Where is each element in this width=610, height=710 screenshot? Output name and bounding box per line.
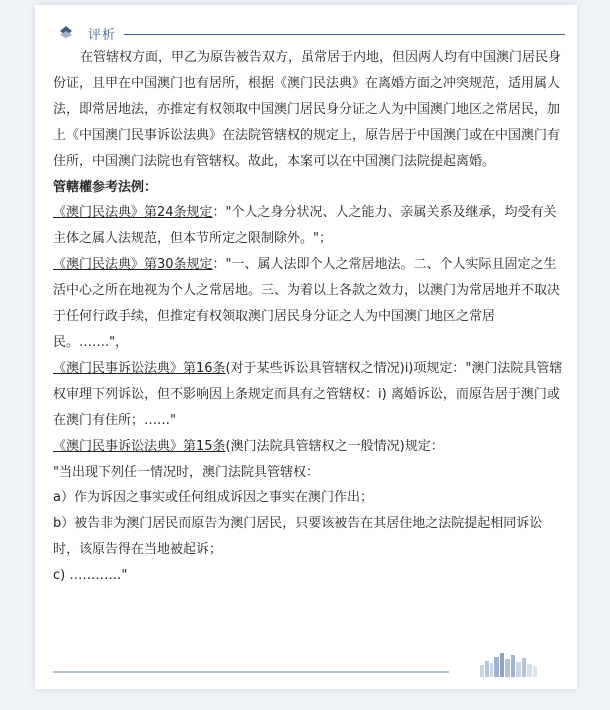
city-skyline-icon [480,651,542,677]
quote-item: a）作为诉因之事实或任何组成诉因之事实在澳门作出； [53,490,373,506]
law-text: ："一、属人法即个人之常居地法。二、个人实际且固定之生活中心之所在地视为个人之常居地。三、为着以上各款之效力，以澳门为常居地并不取决于任何行政手续，但推定有权领取澳门居民身分证之人为中国澳门地区之常居民。……."， [53,257,561,350]
quote-intro: "当出现下列任一情况时，澳门法院具管辖权： [53,464,319,480]
law-text: (对于某些诉讼具管辖权之情况)i)项规定："澳门法院具管辖权审理下列诉讼，但不影响因上条规定而具有之管辖权：i) 离婚诉讼，而原告居于澳门或在澳门有住所；……" [53,360,563,428]
header-divider [124,34,565,35]
law-text: ："个人之身分状况、人之能力、亲属关系及继承，均受有关主体之属人法规范，但本节所定之限制除外。"； [53,205,557,247]
law-reference: 《澳门民事诉讼法典》第16条 [53,360,226,376]
diamond-icon [60,26,72,38]
law-item [53,252,563,356]
law-reference: 《澳门民法典》第24条规定 [53,205,213,221]
document-card [35,5,577,689]
analysis-paragraph: 在管辖权方面，甲乙为原告被告双方，虽常居于内地，但因两人均有中国澳门居民身份证，且甲在中国澳门也有居所，根据《澳门民法典》在离婚方面之冲突规范，适用属人法，即常居地法，亦推定有权领取中国澳门居民身分证之人为中国澳门地区之常居民，加上《中国澳门民事诉讼法典》在法院管辖权的规定上，原告居于中国澳门或在中国澳门有住所，中国澳门法院也有管辖权。故此，本案可以在中国澳门法院提起离婚。 [53,50,562,169]
document-body [53,45,563,589]
law-reference: 《澳门民事诉讼法典》第15条 [53,438,226,454]
quote-item: c) …………" [53,568,128,584]
law-item [53,200,563,252]
law-reference: 《澳门民法典》第30条规定 [53,257,213,273]
law-item [53,434,563,460]
footer-divider [53,671,449,673]
section-title: 评析 [88,28,117,43]
law-item [53,356,563,434]
law-text: (澳门法院具管辖权之一般情况)规定： [225,438,444,454]
section-header [60,23,565,43]
laws-heading: 管轄權参考法例： [53,179,158,195]
quote-item: b）被告非为澳门居民而原告为澳门居民，只要该被告在其居住地之法院提起相同诉讼时，该原告得在当地被起诉； [53,516,543,558]
